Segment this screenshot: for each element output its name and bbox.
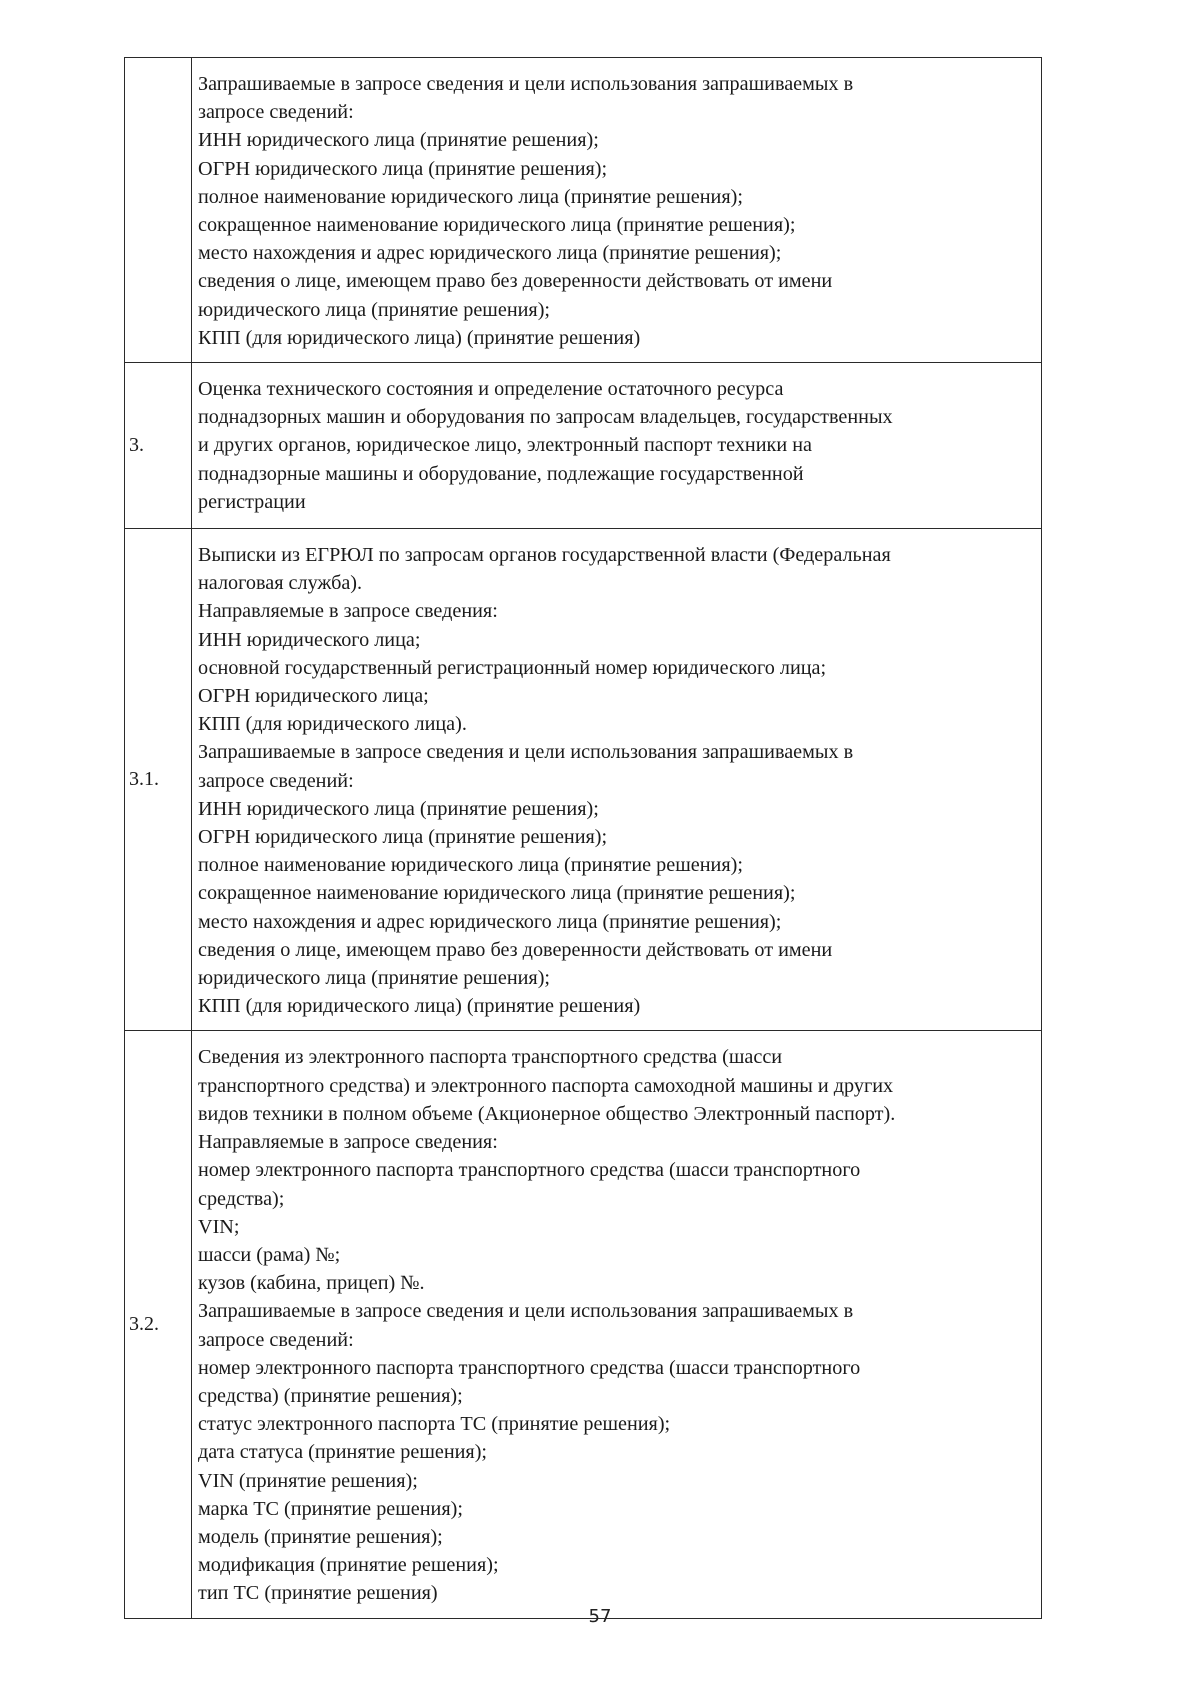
text-line: номер электронного паспорта транспортного средства (шасси транспортного [198, 1159, 861, 1182]
table-row [125, 529, 1042, 1031]
text-line: ИНН юридического лица (принятие решения); [198, 797, 599, 820]
text-line: дата статуса (принятие решения); [198, 1441, 488, 1464]
text-line: марка ТС (принятие решения); [198, 1497, 463, 1520]
text-line: видов техники в полном объеме (Акционерное общество Электронный паспорт). [198, 1102, 896, 1125]
text-line: ОГРН юридического лица (принятие решения); [198, 826, 608, 849]
text-line: шасси (рама) №; [198, 1243, 341, 1266]
row-content [192, 363, 1042, 529]
table-row [125, 1031, 1042, 1618]
text-line: регистрации [198, 490, 306, 513]
text-line: ИНН юридического лица (принятие решения); [198, 129, 599, 152]
text-line: КПП (для юридического лица) (принятие решения) [198, 995, 641, 1018]
table-row [125, 58, 1042, 363]
text-line: Запрашиваемые в запросе сведения и цели использования запрашиваемых в [198, 741, 854, 764]
text-line: Направляемые в запросе сведения: [198, 1131, 498, 1154]
text-line: Запрашиваемые в запросе сведения и цели использования запрашиваемых в [198, 1300, 854, 1323]
text-line: ОГРН юридического лица (принятие решения); [198, 157, 608, 180]
text-line: юридического лица (принятие решения); [198, 298, 551, 321]
text-line: транспортного средства) и электронного паспорта самоходной машины и других [198, 1074, 894, 1097]
text-line: модификация (принятие решения); [198, 1554, 499, 1577]
text-line: статус электронного паспорта ТС (принятие решения); [198, 1413, 671, 1436]
text-line: номер электронного паспорта транспортного средства (шасси транспортного [198, 1356, 861, 1379]
text-line: поднадзорных машин и оборудования по запросам владельцев, государственных [198, 406, 893, 429]
text-line: основной государственный регистрационный номер юридического лица; [198, 656, 827, 679]
text-line: ИНН юридического лица; [198, 628, 421, 651]
text-line: запросе сведений: [198, 769, 354, 792]
text-line: Сведения из электронного паспорта транспортного средства (шасси [198, 1046, 783, 1069]
text-line: Направляемые в запросе сведения: [198, 600, 498, 623]
text-line: VIN; [198, 1215, 240, 1238]
text-line: тип ТС (принятие решения) [198, 1582, 438, 1605]
row-content [192, 1031, 1042, 1618]
table-row [125, 363, 1042, 529]
text-line: КПП (для юридического лица) (принятие решения) [198, 326, 641, 349]
row-number: 3.1. [125, 529, 192, 1031]
row-content [192, 58, 1042, 363]
text-line: полное наименование юридического лица (принятие решения); [198, 185, 743, 208]
document-table [124, 57, 1042, 1619]
text-line: Оценка технического состояния и определение остаточного ресурса [198, 378, 784, 401]
text-line: сокращенное наименование юридического лица (принятие решения); [198, 214, 796, 237]
row-number [125, 58, 192, 363]
text-line: КПП (для юридического лица). [198, 713, 467, 736]
row-number: 3. [125, 363, 192, 529]
text-line: место нахождения и адрес юридического лица (принятие решения); [198, 242, 782, 265]
text-line: ОГРН юридического лица; [198, 685, 429, 708]
text-line: и других органов, юридическое лицо, электронный паспорт техники на [198, 434, 812, 457]
text-line: налоговая служба). [198, 572, 363, 595]
text-line: средства) (принятие решения); [198, 1384, 463, 1407]
text-line: модель (принятие решения); [198, 1525, 443, 1548]
text-line: юридического лица (принятие решения); [198, 967, 551, 990]
text-line: кузов (кабина, прицеп) №. [198, 1272, 425, 1295]
text-line: полное наименование юридического лица (принятие решения); [198, 854, 743, 877]
text-line: средства); [198, 1187, 285, 1210]
text-line: сведения о лице, имеющем право без доверенности действовать от имени [198, 938, 833, 961]
row-number: 3.2. [125, 1031, 192, 1618]
text-line: сокращенное наименование юридического лица (принятие решения); [198, 882, 796, 905]
page-number: 57 [588, 1606, 612, 1627]
text-line: сведения о лице, имеющем право без доверенности действовать от имени [198, 270, 833, 293]
text-line: Запрашиваемые в запросе сведения и цели использования запрашиваемых в [198, 73, 854, 95]
text-line: VIN (принятие решения); [198, 1469, 418, 1492]
text-line: запросе сведений: [198, 1328, 354, 1351]
text-line: Выписки из ЕГРЮЛ по запросам органов государственной власти (Федеральная [198, 544, 891, 567]
text-line: место нахождения и адрес юридического лица (принятие решения); [198, 910, 782, 933]
row-content [192, 529, 1042, 1031]
text-line: запросе сведений: [198, 101, 354, 124]
text-line: поднадзорные машины и оборудование, подлежащие государственной [198, 462, 804, 485]
